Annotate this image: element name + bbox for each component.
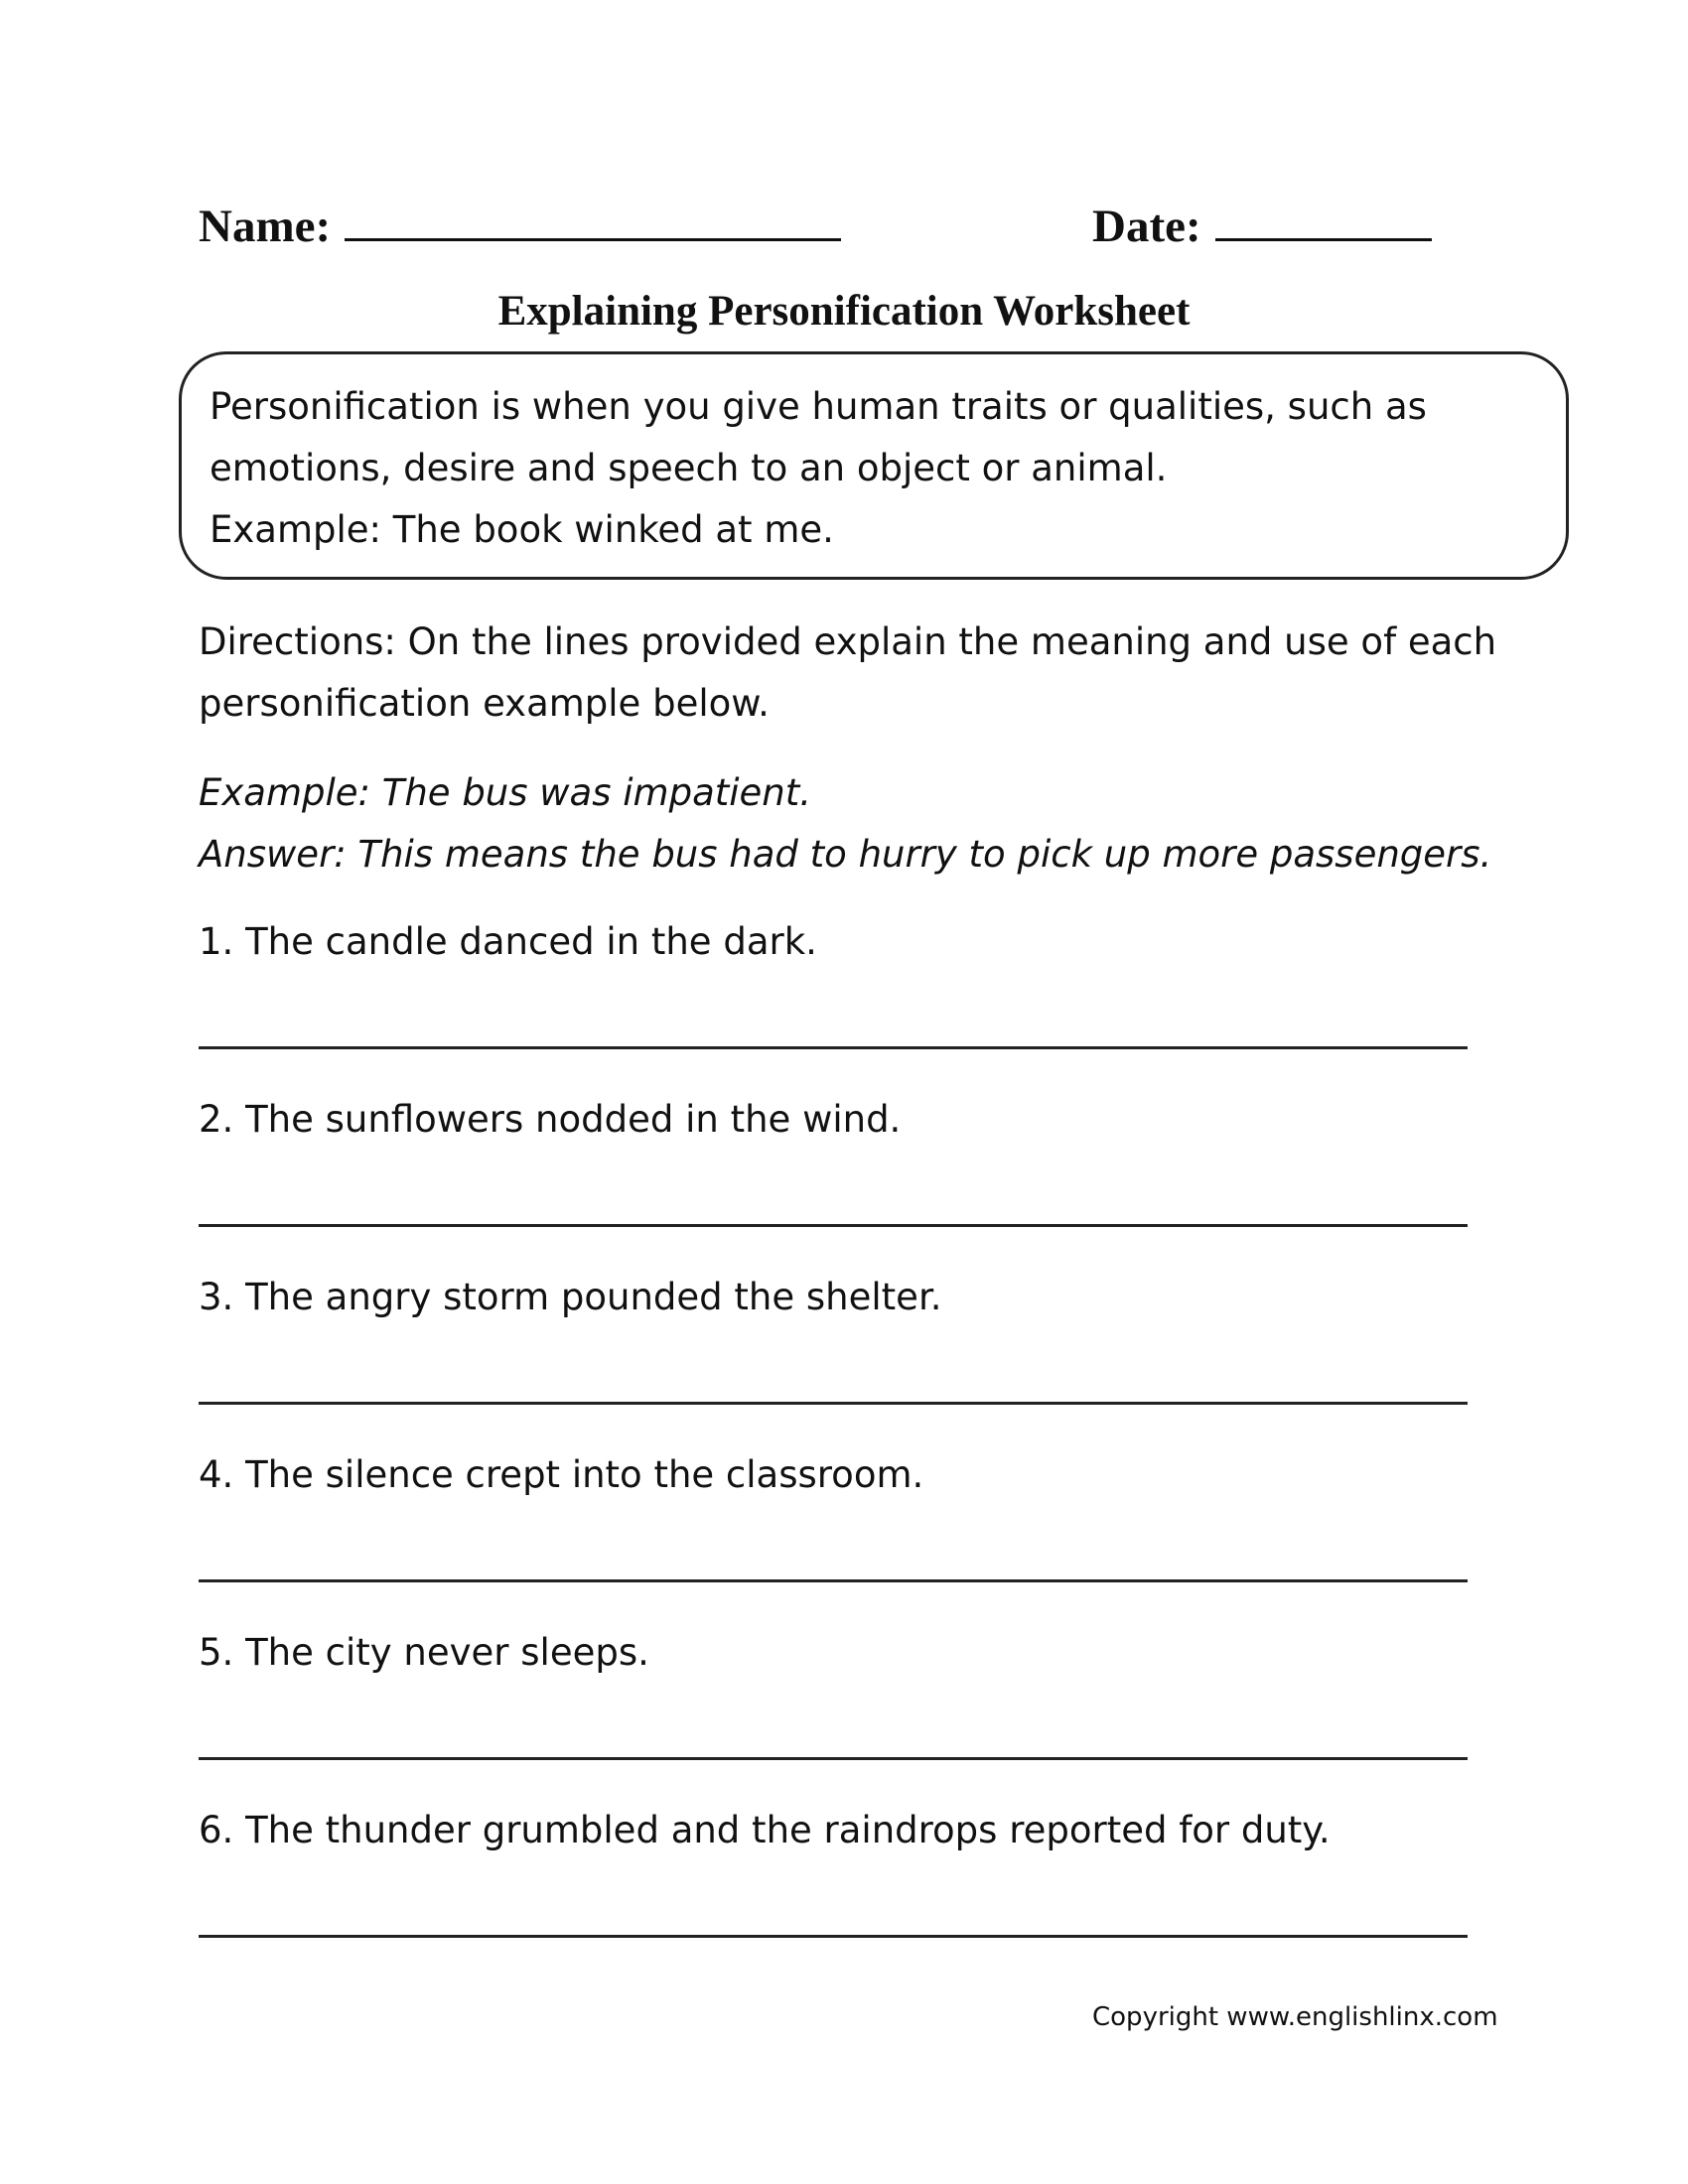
worksheet-header (199, 195, 1489, 254)
question-item (199, 1089, 1470, 1267)
question-list (199, 911, 1470, 1978)
answer-line[interactable] (199, 1579, 1468, 1582)
question-text: 6. The thunder grumbled and the raindrops reported for duty. (199, 1809, 1331, 1851)
answer-line[interactable] (199, 1402, 1468, 1405)
worked-example (199, 762, 1519, 886)
directions-line: Directions: On the lines provided explain the meaning and use of each (199, 620, 1497, 663)
copyright-notice: Copyright www.englishlinx.com (1092, 2002, 1498, 2032)
definition-box (179, 351, 1569, 580)
name-field (199, 195, 841, 256)
answer-line[interactable] (199, 1935, 1468, 1938)
answer-line[interactable] (199, 1046, 1468, 1049)
example-sentence: Example: The bus was impatient. (199, 771, 812, 814)
date-field (1092, 195, 1432, 256)
answer-line[interactable] (199, 1757, 1468, 1760)
worksheet-title: Explaining Personification Worksheet (497, 288, 1191, 335)
name-label: Name: (199, 201, 332, 252)
directions-line: personification example below. (199, 682, 770, 725)
question-text: 5. The city never sleeps. (199, 1631, 649, 1674)
question-text: 2. The sunflowers nodded in the wind. (199, 1098, 902, 1141)
question-item (199, 1267, 1470, 1444)
directions (199, 612, 1497, 735)
definition-example: Example: The book winked at me. (210, 508, 834, 551)
example-answer: Answer: This means the bus had to hurry to pick up more passengers. (199, 833, 1492, 876)
definition-line: emotions, desire and speech to an object or animal. (210, 447, 1168, 489)
question-item (199, 911, 1470, 1089)
name-blank-line[interactable] (345, 195, 841, 241)
date-blank-line[interactable] (1215, 195, 1432, 241)
question-text: 3. The angry storm pounded the shelter. (199, 1276, 942, 1318)
question-item (199, 1800, 1470, 1978)
question-text: 4. The silence crept into the classroom. (199, 1453, 924, 1496)
date-label: Date: (1092, 201, 1201, 252)
answer-line[interactable] (199, 1224, 1468, 1227)
definition-line: Personification is when you give human traits or qualities, such as (210, 385, 1427, 428)
question-item (199, 1622, 1470, 1800)
question-item (199, 1444, 1470, 1622)
question-text: 1. The candle danced in the dark. (199, 920, 817, 963)
